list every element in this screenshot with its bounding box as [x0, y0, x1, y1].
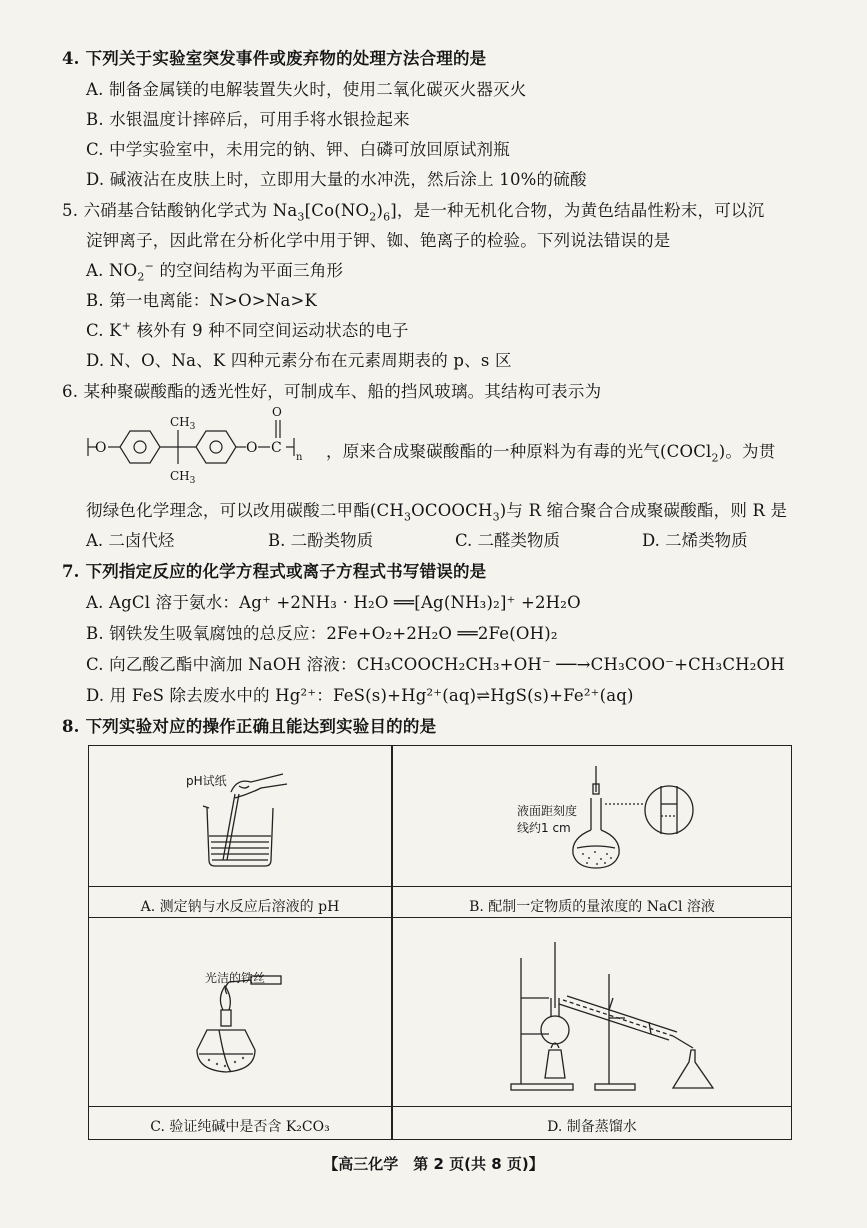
table-divider-row	[89, 917, 791, 918]
q7-option-d: D. 用 FeS 除去废水中的 Hg²⁺：FeS(s)+Hg²⁺(aq)⇌HgS(s)+Fe²⁺(aq)	[86, 686, 634, 705]
caption-d: D. 制备蒸馏水	[547, 1119, 637, 1135]
q4-option-a: A. 制备金属镁的电解装置失火时，使用二氧化碳灭火器灭火	[86, 80, 527, 99]
q6-stem-line3: 彻绿色化学理念，可以改用碳酸二甲酯$(CH_3OCOOCH_3)$与 R 缩合聚合合成聚碳酸酯，则 R 是	[86, 501, 788, 524]
label-ph-paper: pH试纸	[186, 774, 227, 788]
label-liquid-distance-1: 液面距刻度	[517, 804, 578, 818]
q7-option-a: A. AgCl 溶于氨水：Ag⁺ +2NH₃ · H₂O ══[Ag(NH₃)₂]⁺ +2H₂O	[86, 593, 581, 612]
q6-stem-line2: ，原来合成聚碳酸酯的一种原料为有毒的光气(COCl$_2$)。为贯	[326, 442, 776, 465]
q5-option-d: D. N、O、Na、K 四种元素分布在元素周期表的 p、s 区	[86, 351, 512, 370]
polycarbonate-structure	[86, 404, 326, 488]
q5-option-c: C. K+ 核外有 9 种不同空间运动状态的电子	[86, 319, 409, 340]
q4-stem: 4. 下列关于实验室突发事件或废弃物的处理方法合理的是	[62, 49, 487, 68]
table-divider-caption-c	[89, 1106, 791, 1107]
struct-o-mid: O	[246, 440, 258, 456]
struct-c: C	[271, 440, 282, 456]
struct-o-left: O	[95, 440, 107, 456]
page-footer: 【高三化学 第 2 页(共 8 页)】	[323, 1155, 544, 1173]
figure-distillation	[509, 938, 769, 1098]
q5-option-b: B. 第一电离能：N>O>Na>K	[86, 291, 318, 310]
q7-stem: 7. 下列指定反应的化学方程式或离子方程式书写错误的是	[62, 562, 487, 581]
figure-volumetric-flask	[569, 764, 699, 874]
q6-option-d: D. 二烯类物质	[642, 531, 748, 550]
q4-option-d: D. 碱液沾在皮肤上时，立即用大量的水冲洗，然后涂上 10%的硫酸	[86, 170, 587, 189]
q4-option-c: C. 中学实验室中，未用完的钠、钾、白磷可放回原试剂瓶	[86, 140, 510, 159]
table-divider-caption-a	[89, 886, 791, 887]
caption-c: C. 验证纯碱中是否含 K₂CO₃	[150, 1119, 330, 1135]
label-clean-iron-wire: 光洁的铁丝	[205, 971, 266, 985]
label-liquid-distance-2: 线约1 cm	[517, 821, 571, 835]
q5-stem-line1: 5. 六硝基合钴酸钠化学式为 $Na_3[Co(NO_2)_6]$，是一种无机化合物，为黄色结晶性粉末，可以沉	[62, 201, 765, 224]
caption-b: B. 配制一定物质的量浓度的 NaCl 溶液	[469, 899, 715, 915]
q5-option-a: A. $NO_2^-$ 的空间结构为平面三角形	[86, 259, 344, 284]
q6-option-c: C. 二醛类物质	[455, 531, 561, 550]
q6-option-b: B. 二酚类物质	[268, 531, 374, 550]
struct-ch3-top: $CH_3$	[170, 415, 196, 432]
struct-n: n	[296, 452, 303, 463]
q7-option-c: C. 向乙酸乙酯中滴加 NaOH 溶液：CH₃COOCH₂CH₃+OH⁻ ──→CH₃COO⁻+CH₃CH₂OH	[86, 655, 785, 674]
q6-stem-line1: 6. 某种聚碳酸酯的透光性好，可制成车、船的挡风玻璃。其结构可表示为	[62, 382, 602, 401]
q6-option-a: A. 二卤代烃	[86, 531, 175, 550]
experiment-table	[88, 745, 792, 1140]
q5-stem-line2: 淀钾离子，因此常在分析化学中用于钾、铷、铯离子的检验。下列说法错误的是	[86, 231, 671, 250]
caption-a: A. 测定钠与水反应后溶液的 pH	[140, 899, 340, 915]
struct-ch3-bottom: $CH_3$	[170, 469, 196, 486]
q4-option-b: B. 水银温度计摔碎后，可用手将水银捡起来	[86, 110, 410, 129]
q8-stem: 8. 下列实验对应的操作正确且能达到实验目的的是	[62, 717, 437, 736]
table-divider-vertical	[391, 746, 393, 1139]
struct-o-top: O	[272, 405, 282, 419]
q7-option-b: B. 钢铁发生吸氧腐蚀的总反应：2Fe+O₂+2H₂O ══2Fe(OH)₂	[86, 624, 558, 643]
